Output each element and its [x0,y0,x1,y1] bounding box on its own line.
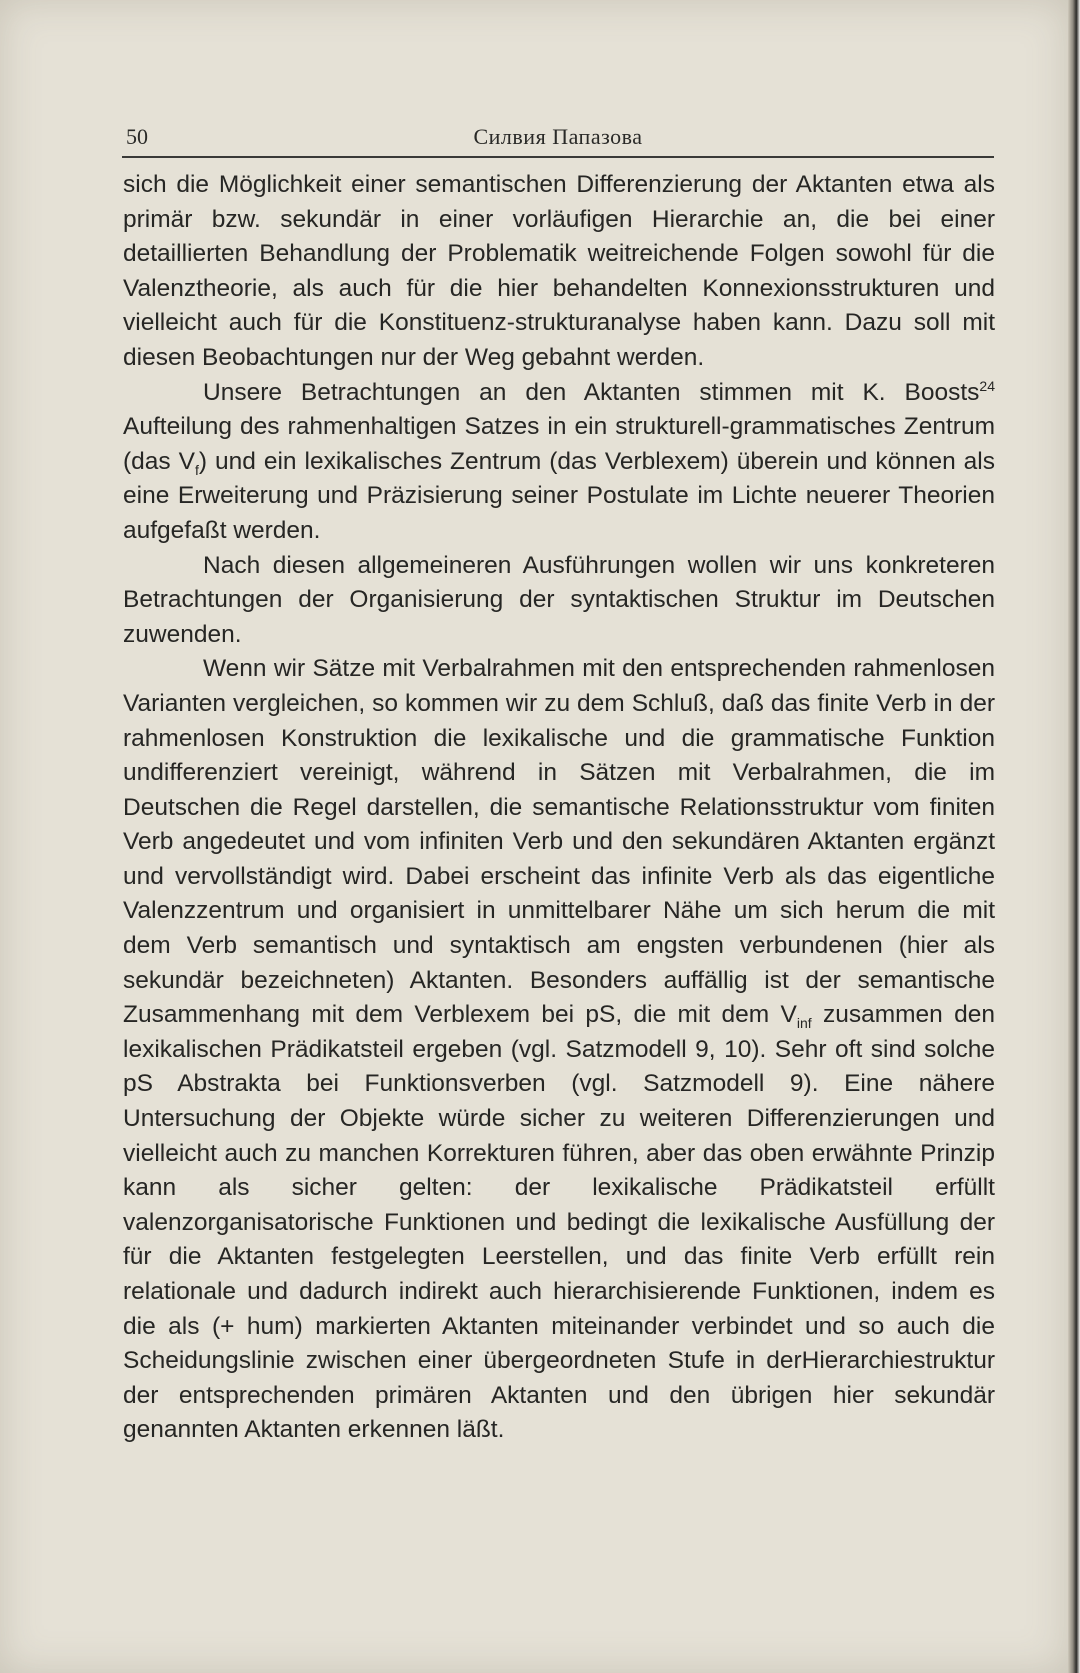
paragraph-1 [123,168,995,376]
page-header [122,120,994,158]
running-title: Силвия Папазова [473,124,643,149]
paragraph-4 [123,652,995,1448]
paragraph-text: ) und ein lexikalisches Zentrum (das Verblexem) überein und können als eine Erweiterung und Präzisierung seiner Postulate im Lichte neuerer Theorien aufgefaßt werden. [123,447,995,544]
paragraph-text: Nach diesen allgemeineren Ausführungen wollen wir uns konkreteren Betrachtungen der Organisierung der syntaktischen Struktur im Deutschen zuwenden. [123,551,995,648]
subscript: inf [796,1015,812,1032]
page-edge [1068,0,1080,1673]
paragraph-2 [123,376,995,549]
paragraph-3 [123,549,995,653]
paragraph-text: Wenn wir Sätze mit Verbalrahmen mit den entsprechenden rahmenlosen Varianten vergleichen, so kommen wir zu dem Schluß, daß das finite Verb in der rahmenlosen Konstruktion die lexikalische und die grammatische Funktion undifferenziert vereinigt, während in Sätzen mit Verbalrahmen, die im Deutschen die Regel darstellen, die semantische Relationsstruktur vom finiten Verb angedeutet und vom infiniten Verb und den sekundären Aktanten ergänzt und vervollständigt wird. Dabei erscheint das infinite Verb als das eigentliche Valenzzentrum und organisiert in unmittelbarer Nähe um sich herum die mit dem Verb semantisch und syntaktisch am engsten verbundenen (hier als sekundär bezeichneten) Aktanten. Besonders auffällig ist der semantische Zusammenhang mit dem Verblexem bei pS, die mit dem V [123,655,995,1029]
body-text [123,168,995,1448]
footnote-reference: 24 [979,377,995,394]
subscript: f [194,461,199,478]
paragraph-text: sich die Möglichkeit einer semantischen Differenzierung der Aktanten etwa als primär bzw. sekundär in einer vorläufigen Hierarchie an, die bei einer detaillierten Behandlung der Problematik weitreichende Folgen sowohl für die Valenztheorie, als auch für die hier behandelten Konnexionsstrukturen und vielleicht auch für die Konstituenz-strukturanalyse haben kann. Dazu soll mit diesen Beobachtungen nur der Weg gebahnt werden. [123,171,995,371]
paragraph-text: Unsere Betrachtungen an den Aktanten stimmen mit K. Boosts [203,378,980,406]
page-number: 50 [126,124,148,149]
paragraph-text: Aufteilung des rahmenhaltigen Satzes in ein strukturell-grammatisches Zentrum (das V [123,413,995,475]
paragraph-text: zusammen den lexikalischen Prädikatsteil ergeben (vgl. Satzmodell 9, 10). Sehr oft sind solche pS Abstrakta bei Funktionsverben (vgl. Satzmodell 9). Eine nähere Untersuchung der Objekte würde sicher zu weiteren Differenzierungen und vielleicht auch zu manchen Korrekturen führen, aber das oben erwähnte Prinzip kann als sicher gelten: der lexikalische Prädikatsteil erfüllt valenzorganisatorische Funktionen und bedingt die lexikalische Ausfüllung der für die Aktanten festgelegten Leerstellen, und das finite Verb erfüllt rein relationale und dadurch indirekt auch hierarchisierende Funktionen, indem es die als (+ hum) markierten Aktanten miteinander verbindet und so auch die Scheidungslinie zwischen einer übergeordneten Stufe in derHierarchiestruktur der entsprechenden primären Aktanten und den übrigen hier sekundär genannten Aktanten erkennen läßt. [123,1001,996,1444]
